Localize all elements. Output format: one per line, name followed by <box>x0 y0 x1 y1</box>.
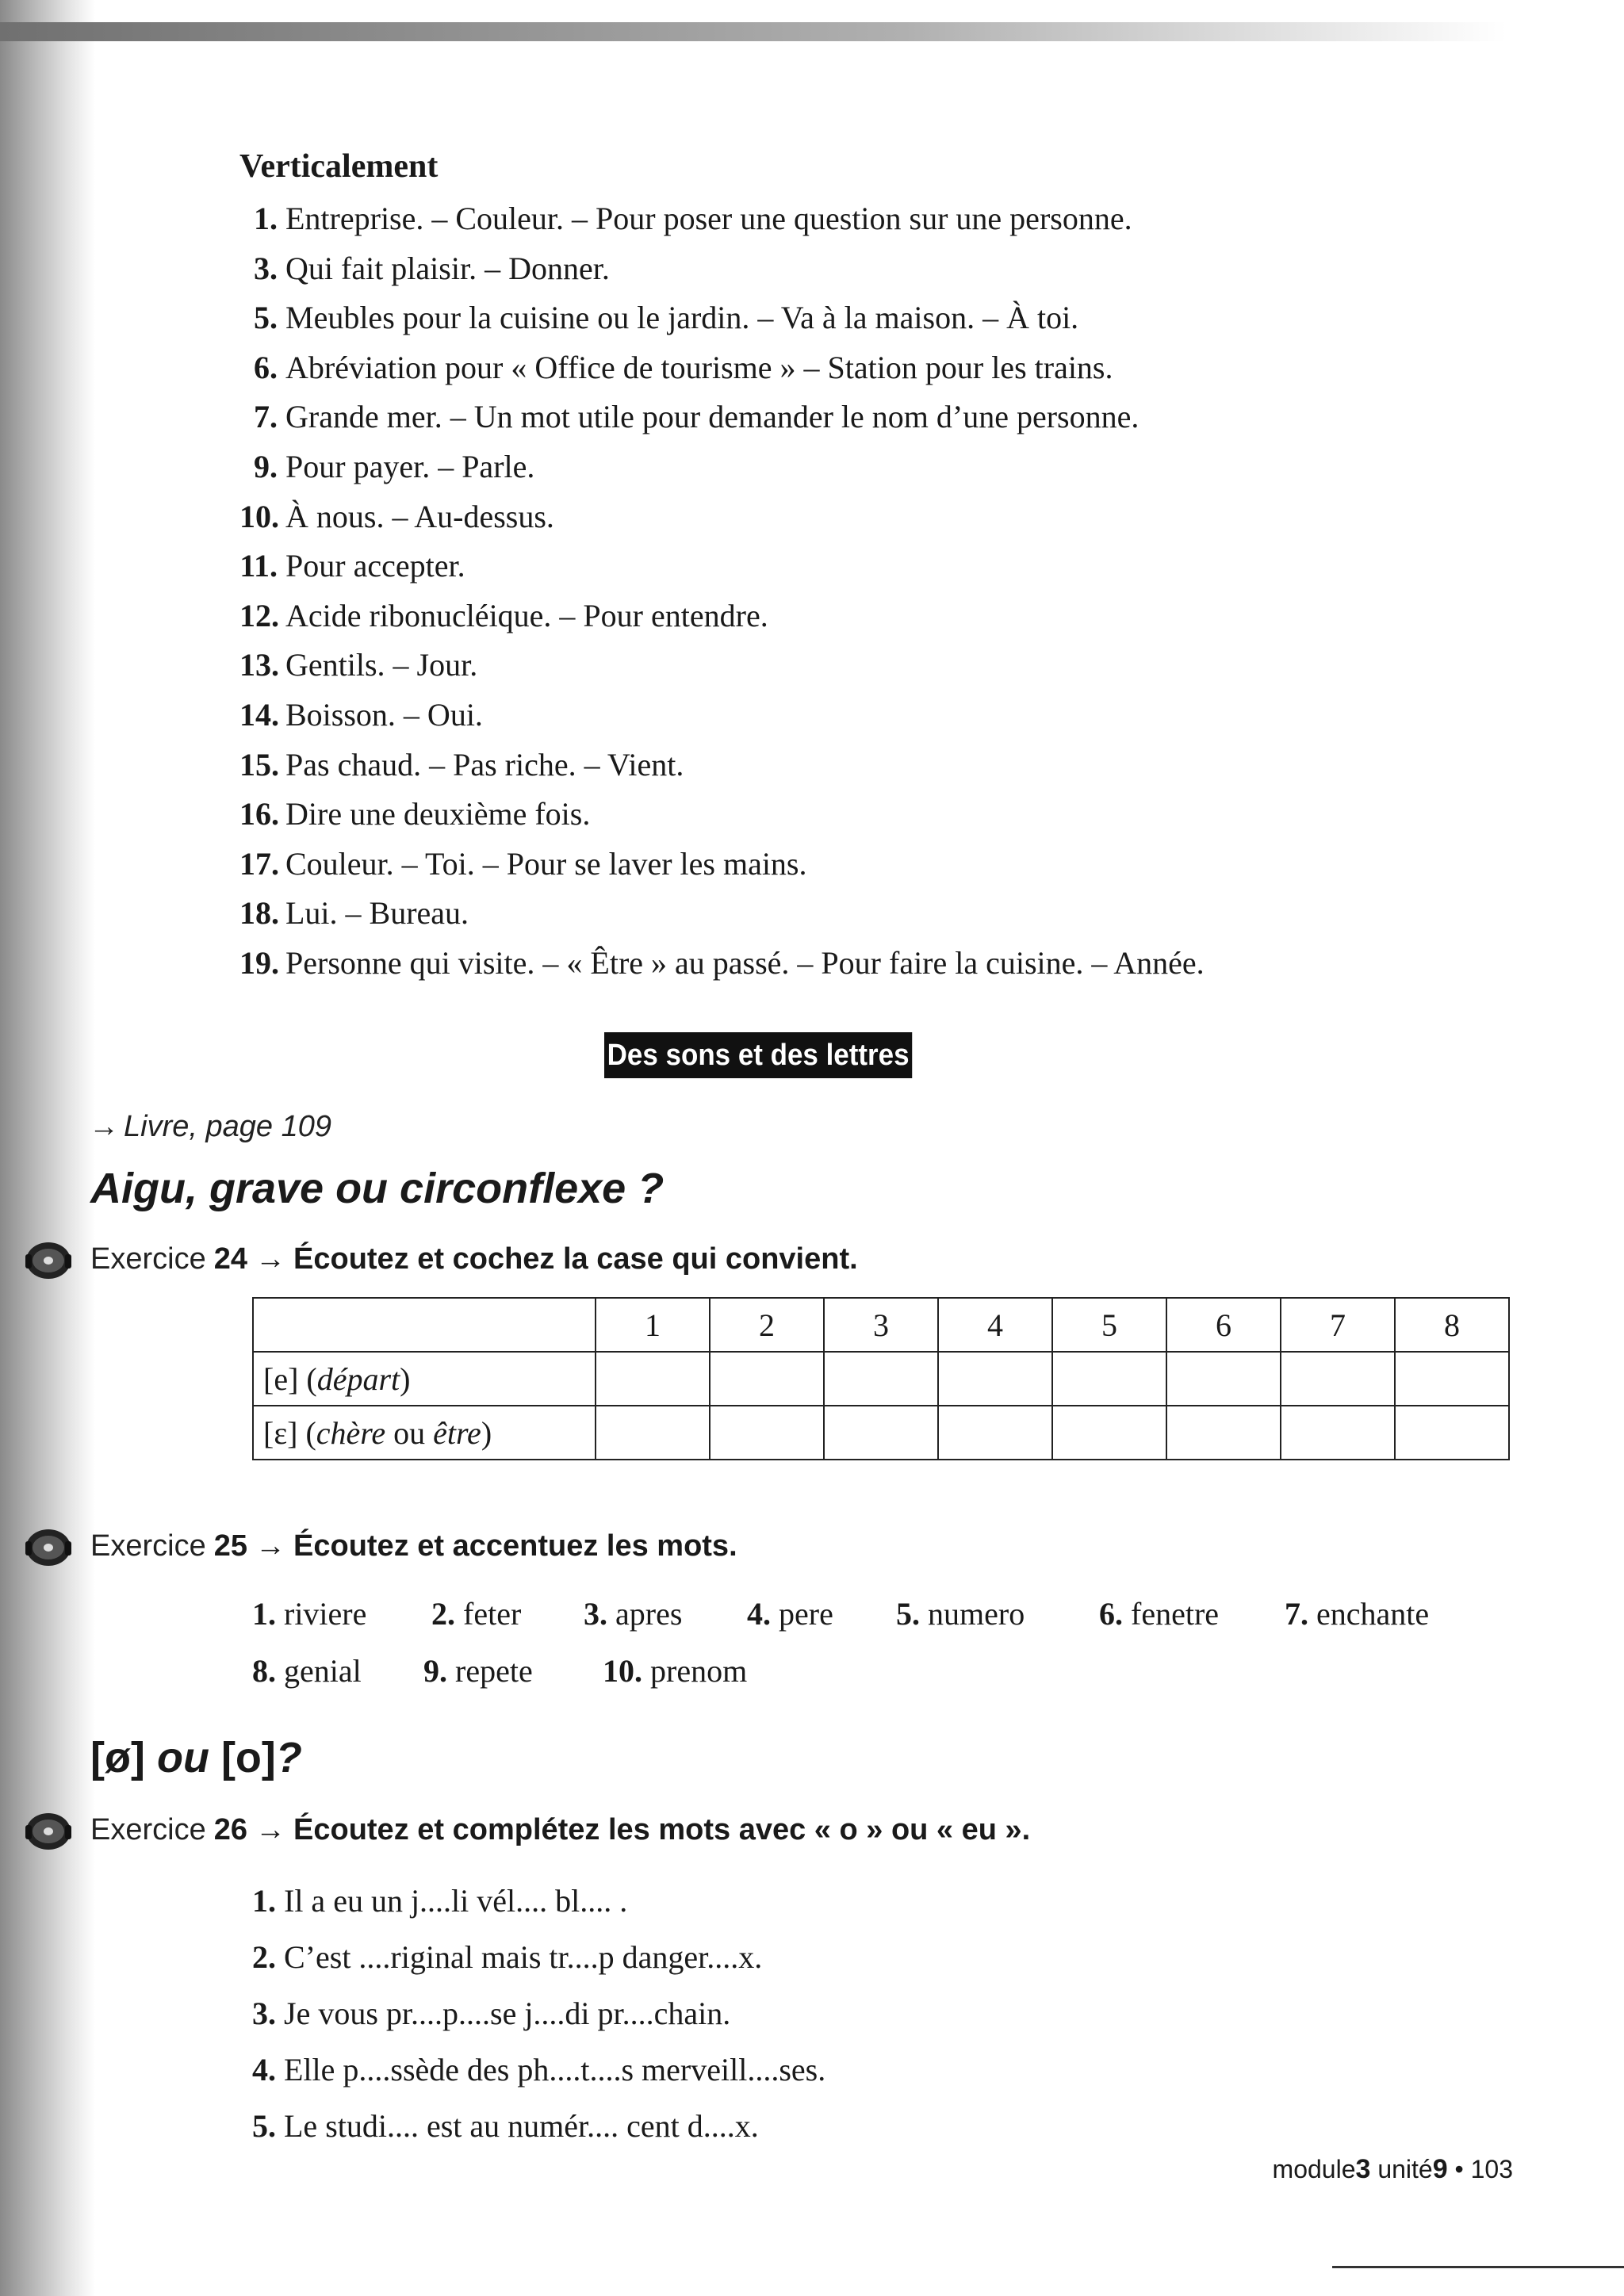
clue-text: Lui. – Bureau. <box>285 895 469 932</box>
clue-text: Abréviation pour « Office de tourisme » – Station pour les trains. <box>285 349 1113 385</box>
clue-text: Pas chaud. – Pas riche. – Vient. <box>285 746 684 783</box>
grid-column-header: 8 <box>1395 1298 1509 1352</box>
grid-column-header: 7 <box>1281 1298 1395 1352</box>
answer-checkbox-cell[interactable] <box>938 1406 1052 1460</box>
clue-number: 10. <box>239 498 279 534</box>
clue-number: 15. <box>239 746 279 783</box>
clue-item <box>239 194 1469 244</box>
word-item: 8. genial <box>252 1653 362 1689</box>
word-item: 1. riviere <box>252 1596 367 1632</box>
clue-item <box>239 392 1469 442</box>
audio-cd-icon <box>24 1525 73 1567</box>
vertical-clues-title: Verticalement <box>239 148 439 185</box>
answer-checkbox-cell[interactable] <box>1052 1352 1166 1406</box>
word-item: 6. fenetre <box>1099 1596 1220 1632</box>
fill-in-sentence: 2. C’est ....riginal mais tr....p danger....x. <box>252 1939 763 1975</box>
clue-item <box>239 691 1469 740</box>
answer-checkbox-cell[interactable] <box>596 1352 710 1406</box>
word-item: 3. apres <box>584 1596 683 1632</box>
grid-row-label: [e] (départ) <box>253 1352 596 1406</box>
clue-text: Entreprise. – Couleur. – Pour poser une question sur une personne. <box>285 201 1132 236</box>
page-footer: module3 unité9 • 103 <box>1272 2154 1513 2184</box>
clue-item <box>239 889 1469 939</box>
clue-number: 5. <box>254 300 278 336</box>
exercise-number: 24 <box>213 1242 247 1276</box>
exercise-label: Exercice <box>90 1529 206 1563</box>
arrow-right-icon: → <box>89 1110 119 1143</box>
clue-text: Acide ribonucléique. – Pour entendre. <box>285 597 768 633</box>
clue-number: 9. <box>254 448 278 484</box>
answer-checkbox-cell[interactable] <box>938 1352 1052 1406</box>
clue-item <box>239 343 1469 393</box>
answer-checkbox-cell[interactable] <box>1281 1406 1395 1460</box>
clue-item <box>239 591 1469 641</box>
exercise-number: 25 <box>213 1529 247 1563</box>
audio-cd-icon <box>24 1238 73 1280</box>
clue-text: À nous. – Au-dessus. <box>285 498 554 534</box>
exercise-26-header <box>24 1808 1030 1852</box>
exercise-instruction: Écoutez et cochez la case qui convient. <box>293 1242 858 1276</box>
arrow-right-icon: → <box>255 1529 285 1563</box>
grid-row-e-closed <box>253 1352 1509 1406</box>
clue-number: 7. <box>254 399 278 435</box>
clue-number: 19. <box>239 944 279 981</box>
clue-text: Pour payer. – Parle. <box>285 448 535 484</box>
answer-checkbox-cell[interactable] <box>1166 1352 1281 1406</box>
book-reference-text: Livre, page 109 <box>124 1110 331 1143</box>
answer-checkbox-cell[interactable] <box>824 1406 938 1460</box>
clue-number: 17. <box>239 845 279 882</box>
page-number: 103 <box>1470 2155 1513 2183</box>
bottom-rule <box>1332 2266 1624 2268</box>
answer-checkbox-cell[interactable] <box>596 1406 710 1460</box>
fill-in-sentence: 5. Le studi.... est au numér.... cent d....x. <box>252 2108 759 2144</box>
clue-number: 1. <box>254 201 278 236</box>
section-title-accents: Aigu, grave ou circonflexe ? <box>90 1165 665 1212</box>
clue-number: 11. <box>239 548 278 584</box>
book-spine-shadow <box>0 0 95 2296</box>
arrow-right-icon: → <box>255 1242 285 1276</box>
clue-text: Dire une deuxième fois. <box>285 796 591 832</box>
clue-number: 6. <box>254 349 278 385</box>
grid-row-label: [ε] (chère ou être) <box>253 1406 596 1460</box>
clue-text: Couleur. – Toi. – Pour se laver les mains. <box>285 845 807 882</box>
word-item: 4. pere <box>747 1596 833 1632</box>
word-item: 2. feter <box>431 1596 522 1632</box>
grid-column-header: 4 <box>938 1298 1052 1352</box>
clue-text: Grande mer. – Un mot utile pour demander le nom d’une personne. <box>285 399 1139 435</box>
clue-number: 12. <box>239 597 279 633</box>
clue-number: 13. <box>239 647 279 683</box>
exercise-24-header <box>24 1237 858 1281</box>
clue-item <box>239 541 1469 591</box>
grid-column-header: 6 <box>1166 1298 1281 1352</box>
exercise-instruction: Écoutez et complétez les mots avec « o » ou « eu ». <box>293 1812 1031 1846</box>
section-title-phonetics: [ø] ou [o]? <box>90 1734 302 1781</box>
exercise-label: Exercice <box>90 1242 206 1276</box>
clue-item <box>239 939 1469 989</box>
exercise-25-header <box>24 1524 737 1568</box>
answer-checkbox-cell[interactable] <box>824 1352 938 1406</box>
fill-in-sentence: 1. Il a eu un j....li vél.... bl.... . <box>252 1883 628 1919</box>
clue-text: Meubles pour la cuisine ou le jardin. – Va à la maison. – À toi. <box>285 300 1079 336</box>
scan-top-edge <box>0 22 1507 41</box>
word-item: 9. repete <box>423 1653 533 1689</box>
clue-item <box>239 293 1469 343</box>
clue-item <box>239 641 1469 691</box>
clue-number: 14. <box>239 696 279 733</box>
grid-column-header: 3 <box>824 1298 938 1352</box>
clue-text: Personne qui visite. – « Être » au passé. – Pour faire la cuisine. – Année. <box>285 944 1205 981</box>
exercise-instruction: Écoutez et accentuez les mots. <box>293 1529 737 1563</box>
audio-cd-icon <box>24 1809 73 1850</box>
answer-checkbox-cell[interactable] <box>710 1406 824 1460</box>
clue-text: Gentils. – Jour. <box>285 647 478 683</box>
answer-checkbox-cell[interactable] <box>1052 1406 1166 1460</box>
grid-column-header: 1 <box>596 1298 710 1352</box>
clue-number: 16. <box>239 796 279 832</box>
clue-text: Boisson. – Oui. <box>285 696 483 733</box>
clue-item <box>239 244 1469 294</box>
exercise-26-sentences <box>252 1873 825 2154</box>
clue-item <box>239 442 1469 492</box>
clue-item <box>239 492 1469 542</box>
arrow-right-icon: → <box>255 1812 285 1846</box>
clue-number: 3. <box>254 250 278 286</box>
fill-in-sentence: 3. Je vous pr....p....se j....di pr....chain. <box>252 1996 731 2031</box>
exercise-number: 26 <box>213 1812 247 1846</box>
grid-header-row <box>253 1298 1509 1352</box>
answer-checkbox-cell[interactable] <box>1395 1352 1509 1406</box>
word-item: 5. numero <box>896 1596 1025 1632</box>
fill-in-sentence: 4. Elle p....ssède des ph....t....s merveill....ses. <box>252 2052 826 2087</box>
exercise-label: Exercice <box>90 1812 206 1846</box>
clue-item <box>239 740 1469 790</box>
answer-checkbox-cell[interactable] <box>1281 1352 1395 1406</box>
grid-row-e-open <box>253 1406 1509 1460</box>
answer-checkbox-cell[interactable] <box>1166 1406 1281 1460</box>
book-reference <box>89 1110 331 1144</box>
clue-item <box>239 840 1469 890</box>
word-item: 7. enchante <box>1285 1596 1430 1632</box>
grid-column-header: 2 <box>710 1298 824 1352</box>
clue-text: Qui fait plaisir. – Donner. <box>285 250 610 286</box>
clue-item <box>239 790 1469 840</box>
word-item: 10. prenom <box>603 1653 748 1689</box>
exercise-24-grid <box>252 1297 1510 1460</box>
section-banner: Des sons et des lettres <box>604 1032 912 1078</box>
grid-corner-cell <box>253 1298 596 1352</box>
answer-checkbox-cell[interactable] <box>710 1352 824 1406</box>
grid-column-header: 5 <box>1052 1298 1166 1352</box>
answer-checkbox-cell[interactable] <box>1395 1406 1509 1460</box>
vertical-clues-list <box>239 194 1469 989</box>
clue-number: 18. <box>239 895 279 932</box>
clue-text: Pour accepter. <box>285 548 465 584</box>
